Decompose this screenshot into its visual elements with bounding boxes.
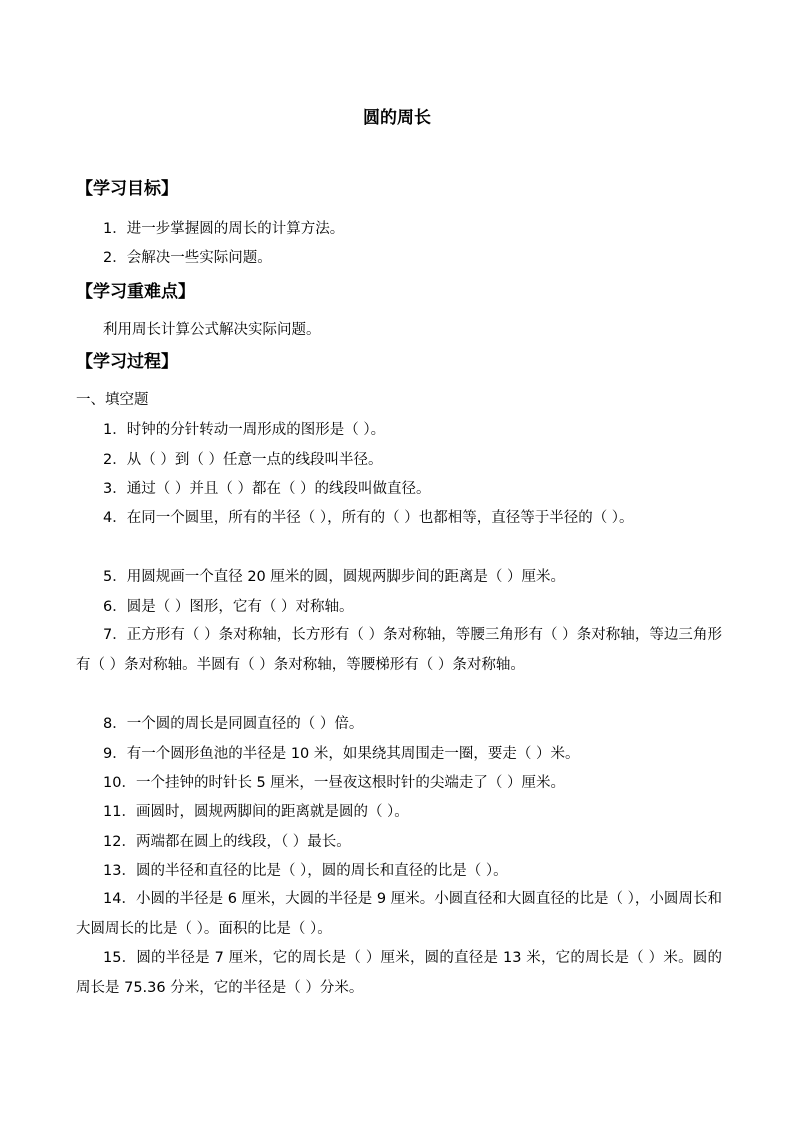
question-11: 11．画圆时，圆规两脚间的距离就是圆的（ ）。: [103, 804, 409, 820]
goals-heading: 【学习目标】: [76, 179, 178, 199]
goal-item: 1．进一步掌握圆的周长的计算方法。: [103, 221, 345, 237]
question-9: 9．有一个圆形鱼池的半径是 10 米，如果绕其周围走一圈，要走（ ）米。: [103, 746, 580, 762]
part1-label: 一、填空题: [76, 392, 149, 408]
question-7: 7．正方形有（ ）条对称轴，长方形有（ ）条对称轴，等腰三角形有（ ）条对称轴，等边三角形有（ ）条对称轴。半圆有（ ）条对称轴，等腰梯形有（ ）条对称轴。: [76, 627, 722, 673]
question-4: 4．在同一个圆里，所有的半径（ ），所有的（ ）也都相等，直径等于半径的（ ）。: [103, 510, 634, 526]
key-points-heading: 【学习重难点】: [76, 282, 195, 302]
key-points-text: 利用周长计算公式解决实际问题。: [103, 322, 321, 338]
question-6: 6．圆是（ ）图形，它有（ ）对称轴。: [103, 599, 354, 615]
question-3: 3．通过（ ）并且（ ）都在（ ）的线段叫做直径。: [103, 481, 431, 497]
question-13: 13．圆的半径和直径的比是（ ），圆的周长和直径的比是（ ）。: [103, 863, 508, 879]
goal-item: 2．会解决一些实际问题。: [103, 250, 272, 266]
question-2: 2．从（ ）到（ ）任意一点的线段叫半径。: [103, 452, 383, 468]
question-14: 14．小圆的半径是 6 厘米，大圆的半径是 9 厘米。小圆直径和大圆直径的比是（ ），小圆周长和大圆周长的比是（ ）。面积的比是（ ）。: [76, 891, 722, 937]
question-8: 8．一个圆的周长是同圆直径的（ ）倍。: [103, 716, 364, 732]
question-10: 10．一个挂钟的时针长 5 厘米，一昼夜这根时针的尖端走了（ ）厘米。: [103, 775, 566, 791]
question-15: 15．圆的半径是 7 厘米，它的周长是（ ）厘米，圆的直径是 13 米，它的周长是（ ）米。圆的周长是 75.36 分米，它的半径是（ ）分米。: [76, 950, 722, 996]
process-heading: 【学习过程】: [76, 352, 178, 372]
question-1: 1．时钟的分针转动一周形成的图形是（ ）。: [103, 422, 386, 438]
question-12: 12．两端都在圆上的线段，（ ）最长。: [103, 834, 351, 850]
page-title: 圆的周长: [363, 108, 431, 128]
question-5: 5．用圆规画一个直径 20 厘米的圆，圆规两脚步间的距离是（ ）厘米。: [103, 569, 566, 585]
